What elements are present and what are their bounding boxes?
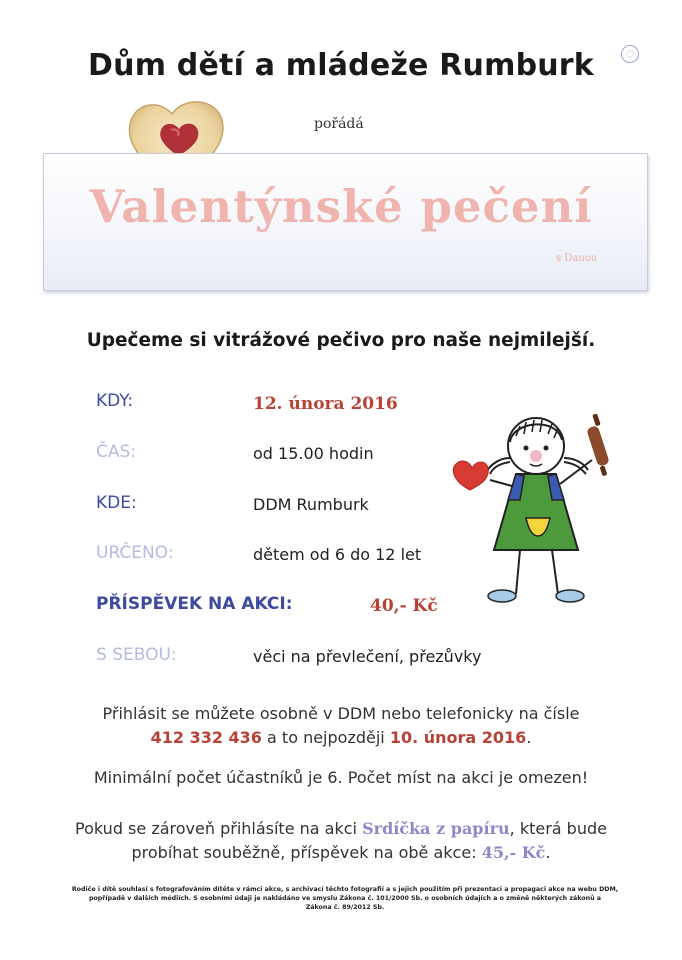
detail-label-intended: URČENO: xyxy=(96,543,174,563)
organization-title: Dům dětí a mládeže Rumburk xyxy=(88,48,594,83)
detail-value-intended: dětem od 6 do 12 let xyxy=(253,545,422,564)
event-subtitle: s Danou xyxy=(556,253,598,264)
registration-line-1: Přihlásit se můžete osobně v DDM nebo telefonicky na čísle xyxy=(102,704,580,723)
legal-footer-line-2: popřípadě v dalších médiích. S osobními údaji je nakládáno ve smyslu Zákona č. 101/2000 Sb. o osobních údajích a o změně některých zákonů a xyxy=(88,895,602,902)
detail-label-when: KDY: xyxy=(96,391,134,411)
combo-line-1 xyxy=(0,816,682,841)
detail-label-bring: S SEBOU: xyxy=(96,645,177,665)
detail-value-where: DDM Rumburk xyxy=(253,495,369,514)
presents-text: pořádá xyxy=(314,116,364,132)
combo-event-name: Srdíčka z papíru xyxy=(362,819,510,838)
combo-post: , která bude xyxy=(509,819,607,838)
detail-label-where: KDE: xyxy=(96,493,137,513)
girl-baking-illustration xyxy=(446,408,616,608)
capacity-note: Minimální počet účastníků je 6. Počet míst na akci je omezen! xyxy=(93,768,589,787)
combo-line2-text: probíhat souběžně, příspěvek na obě akce: xyxy=(131,843,477,862)
combo-line-2 xyxy=(0,840,682,865)
combo-pre: Pokud se zároveň přihlásíte na akci xyxy=(75,819,357,838)
detail-label-fee: PŘÍSPĚVEK NA AKCI: xyxy=(96,594,293,614)
detail-value-fee: 40,- Kč xyxy=(370,596,438,616)
legal-footer xyxy=(55,885,635,912)
detail-label-time: ČAS: xyxy=(96,442,137,462)
registration-deadline: 10. února 2016 xyxy=(389,728,527,747)
registration-line-2 xyxy=(0,725,682,750)
registration-mid: a to nejpozději xyxy=(267,728,385,747)
combo-price: 45,- Kč xyxy=(481,843,546,862)
detail-value-when: 12. února 2016 xyxy=(253,394,398,414)
registration-end: . xyxy=(526,728,532,747)
rolling-pin-icon xyxy=(586,413,610,476)
legal-footer-line-1: Rodiče i dítě souhlasí s fotografováním dítěte v rámci akce, s archivací těchto fotografií a s jejich použitím při prezentaci a propagaci akce na webu DDM, xyxy=(71,886,619,893)
detail-value-time: od 15.00 hodin xyxy=(253,444,374,463)
combo-end: . xyxy=(545,843,551,862)
ddm-logo-icon: ◌ xyxy=(621,45,639,63)
detail-value-bring: věci na převlečení, přezůvky xyxy=(253,647,482,666)
phone-number: 412 332 436 xyxy=(150,728,262,747)
legal-footer-line-3: Zákona č. 89/2012 Sb. xyxy=(305,904,385,911)
event-title: Valentýnské pečení xyxy=(89,180,593,233)
tagline: Upečeme si vitrážové pečivo pro naše nejmilejší. xyxy=(86,330,596,351)
